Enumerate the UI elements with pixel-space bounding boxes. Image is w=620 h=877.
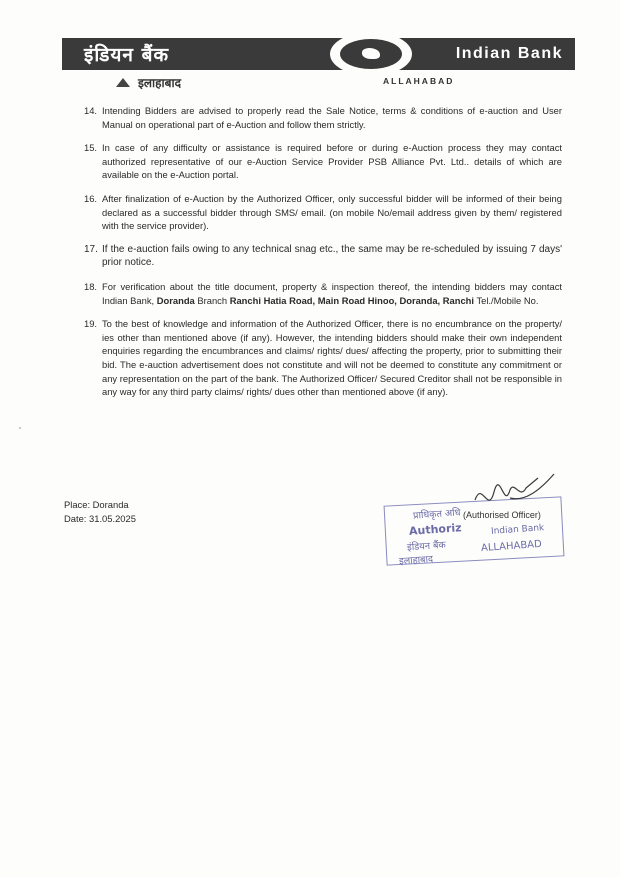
stamp-line: ALLAHABAD xyxy=(480,538,543,555)
clause-number: 16. xyxy=(84,192,98,204)
clause-number: 17. xyxy=(84,243,98,255)
scan-speck xyxy=(19,427,21,429)
stamp-line: प्राधिकृत अधि xyxy=(412,507,461,522)
letterhead-banner xyxy=(62,38,575,70)
bank-name-hindi: इंडियन बैंक xyxy=(84,44,170,66)
letterhead-sub-hindi xyxy=(116,74,181,91)
clause-text: Tel./Mobile No. xyxy=(476,294,539,306)
clause-text: In case of any difficulty or assistance is required before or during e-Auction process they may contact authorized representative of our e-Auction Service Provider PSB Alliance Pvt. Ltd.. details of which are available on the e-Auction portal. xyxy=(102,142,562,181)
stamp-line: इंडियन बैंक xyxy=(406,539,447,554)
branch-name: Doranda xyxy=(156,294,195,306)
clause-number: 18. xyxy=(84,280,98,292)
date: Date: 31.05.2025 xyxy=(64,513,136,524)
clause-number: 15. xyxy=(84,142,98,154)
clause-text: To the best of knowledge and information of the Authorized Officer, there is no encumbrance on the property/ ies other than mentioned above (if any). However, the intending bidders should make their own independent enquiries regarding the encumbrances and claims/ rights/ dues/ affecting the property, prior to submitting their bid. The e-auction advertisement does not constitute and will not be deemed to constitute any commitment or any representation on the part of the bank. The Authorized Officer/ Secured Creditor shall not be responsible in any way for any third party claims/ rights/ dues other than mentioned above (if any). xyxy=(102,318,562,398)
allahabad-logo-icon xyxy=(116,78,130,87)
stamp-line: इलाहाबाद xyxy=(398,553,434,568)
allahabad-hindi: इलाहाबाद xyxy=(138,76,181,90)
clause-18 xyxy=(84,280,562,307)
bank-logo-icon xyxy=(330,32,412,76)
clause-19 xyxy=(84,317,562,399)
place: Place: Doranda xyxy=(64,499,129,510)
bank-name-english: Indian Bank xyxy=(455,45,563,62)
allahabad-english: ALLAHABAD xyxy=(383,76,455,86)
clause-15 xyxy=(84,141,562,182)
clause-number: 14. xyxy=(84,105,98,116)
clause-text: If the e-auction fails owing to any technical snag etc., the same may be re-scheduled by issuing 7 days' prior notice. xyxy=(102,243,562,269)
branch-address: Ranchi Hatia Road, Main Road Hinoo, Doranda, Ranchi xyxy=(229,294,474,306)
clause-14 xyxy=(84,104,562,131)
clause-text: After finalization of e-Auction by the Authorized Officer, only successful bidder will be informed of their being declared as a successful bidder through SMS/ email. (on mobile No/email address given by them/ registered with the service provider). xyxy=(102,192,562,232)
signature-mark xyxy=(470,470,560,530)
clause-list xyxy=(84,104,562,409)
stamp-line: Authoriz xyxy=(408,521,462,538)
authorised-officer-label: (Authorised Officer) xyxy=(463,510,541,520)
place-date-block xyxy=(64,498,136,526)
stamp-line: Indian Bank xyxy=(490,523,545,537)
clause-16 xyxy=(84,192,562,233)
clause-text: Branch xyxy=(197,294,228,306)
clause-17 xyxy=(84,243,562,270)
clause-number: 19. xyxy=(84,318,98,330)
clause-text: Intending Bidders are advised to properly read the Sale Notice, terms & conditions of e-auction and User Manual on operational part of e-Auction and follow them strictly. xyxy=(102,105,562,130)
clause-text: For verification about the title document, property & inspection thereof, the intending bidders may contact Indian Bank, xyxy=(102,280,562,306)
